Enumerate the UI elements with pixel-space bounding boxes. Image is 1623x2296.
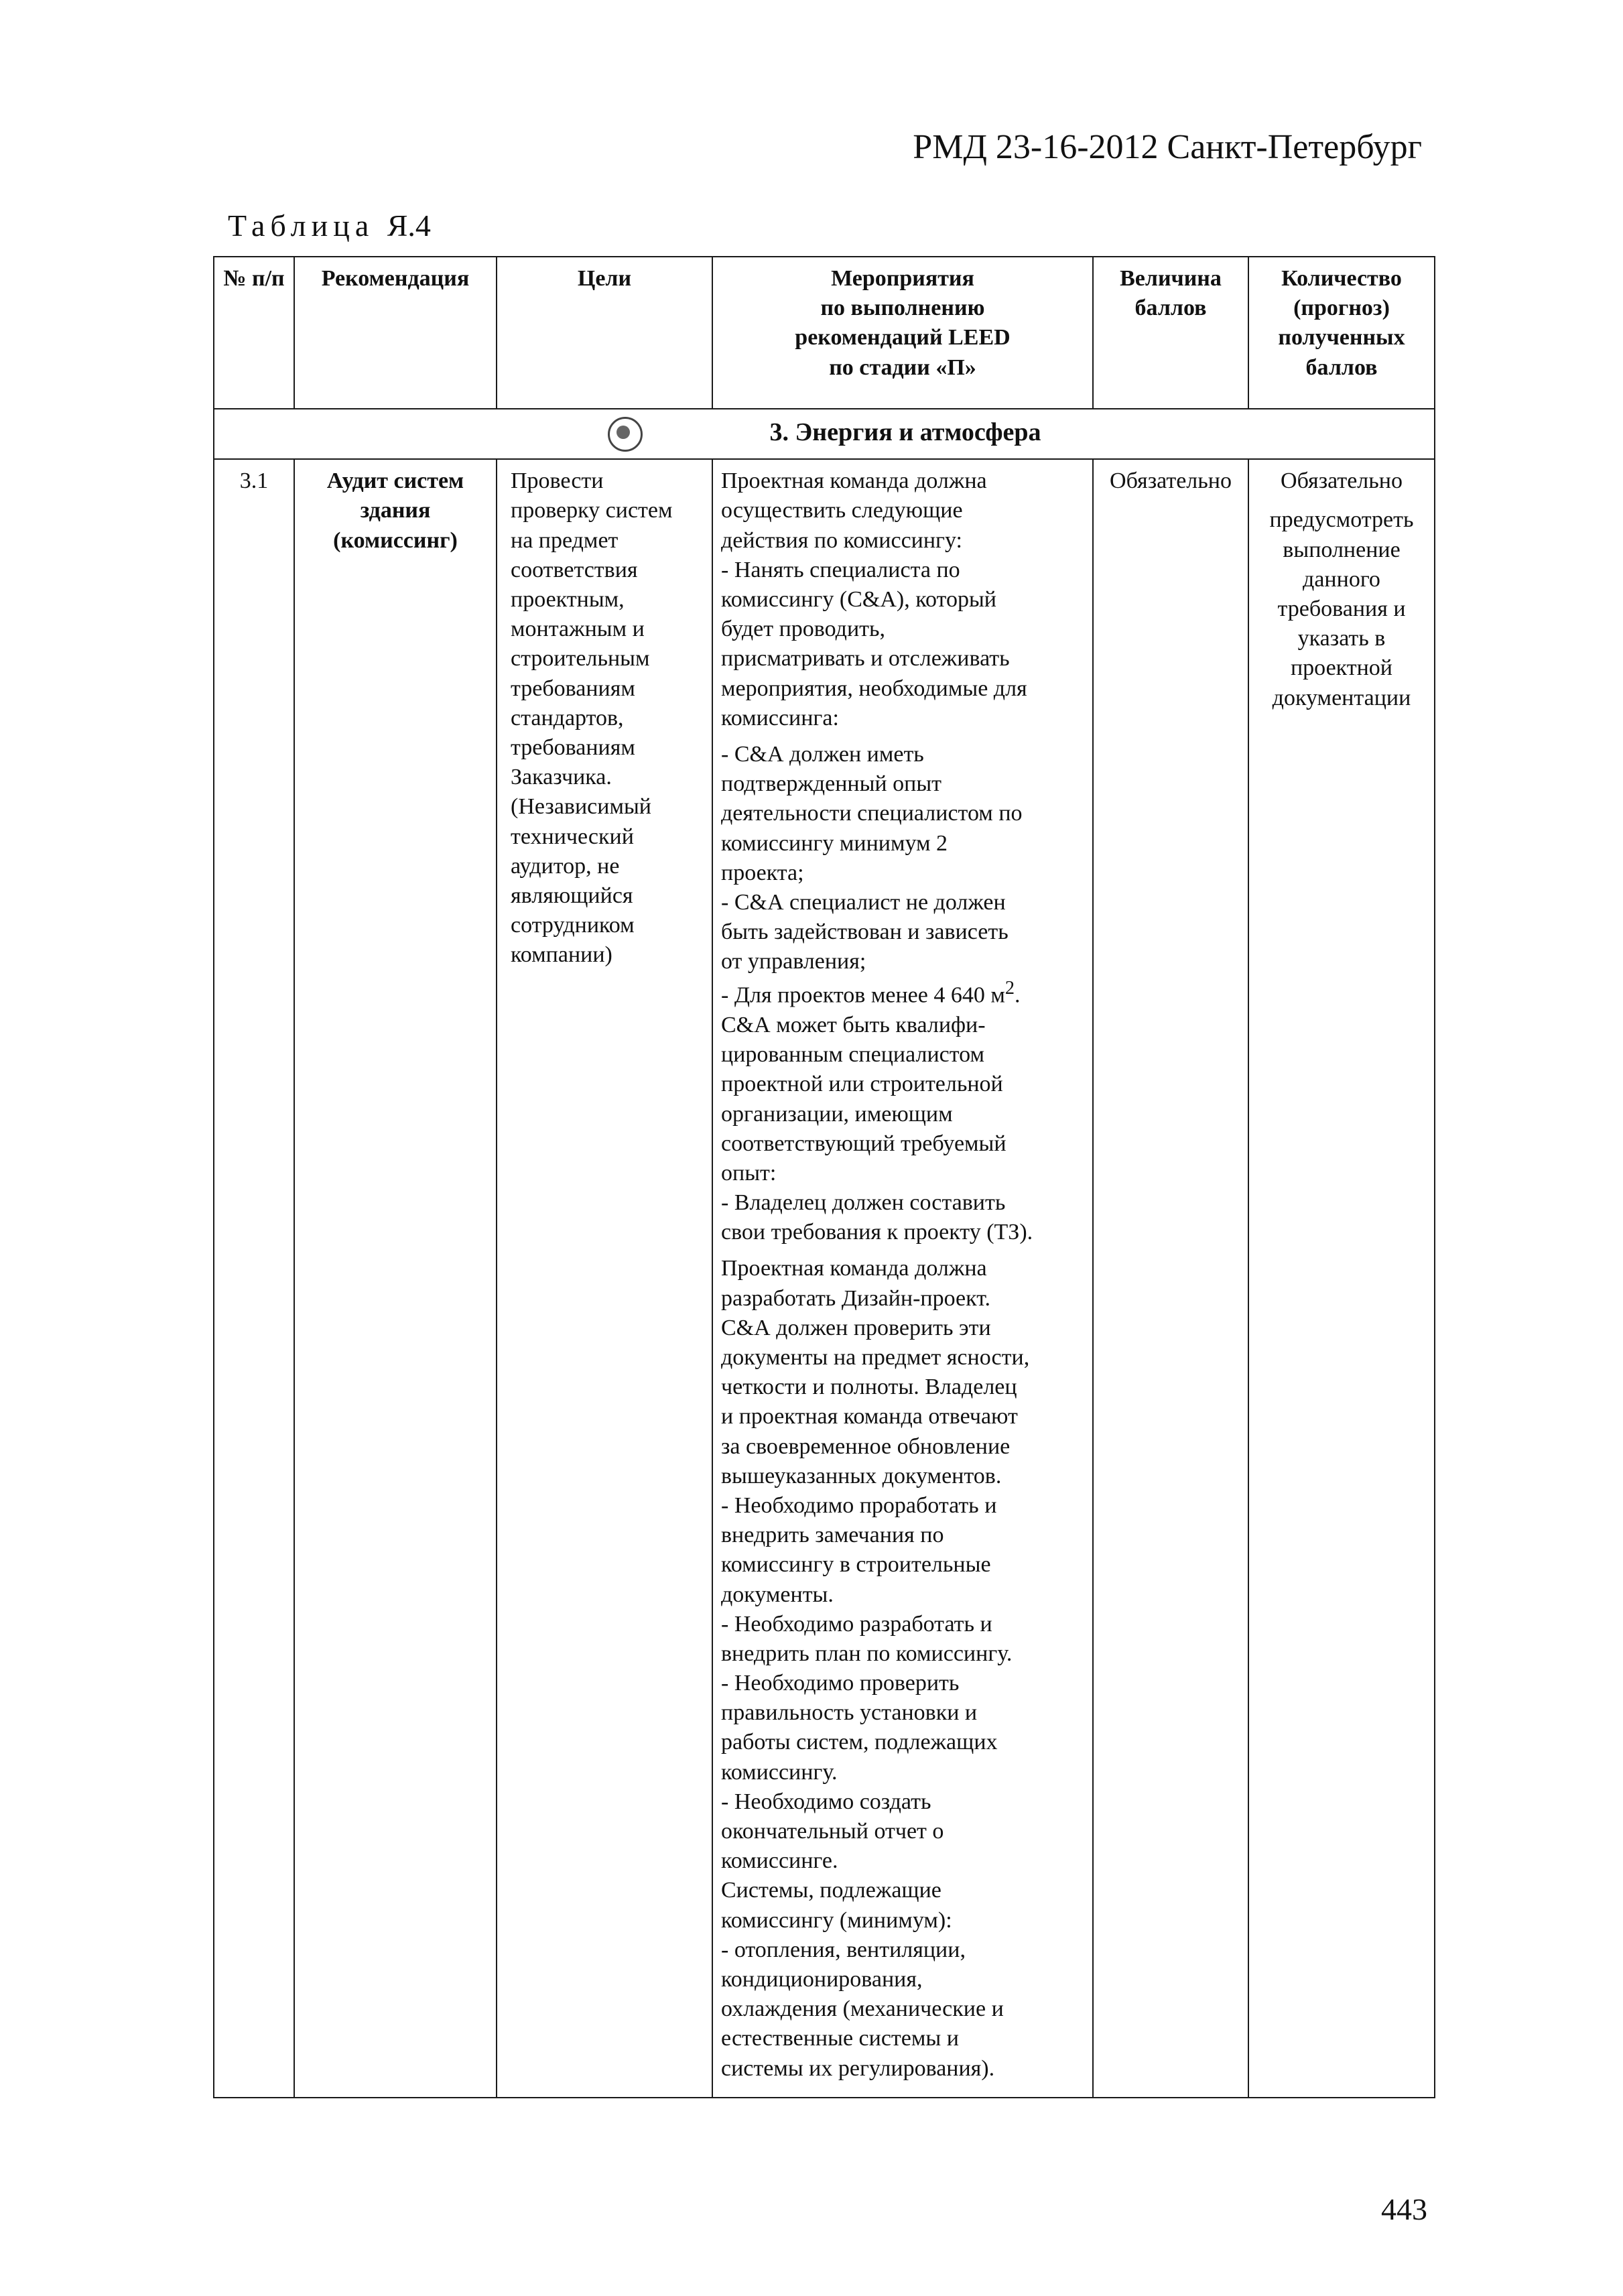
table-caption-number: Я.4: [387, 208, 431, 243]
count-label: Обязательно: [1281, 468, 1403, 494]
cell-actions: [712, 459, 1093, 2097]
cell-recommendation: Аудит систем здания (комиссинг): [294, 459, 497, 2097]
col-header-recommendation: Рекомендация: [294, 257, 497, 409]
actions-paragraph-1: Проектная команда должна осуществить следующие действия по комиссингу: - Нанять специалиста по комиссингу (С&А), который будет проводить, присматривать и отслеживать мероприятия, необходимые для комиссинга:: [721, 468, 1027, 730]
actions-paragraph-2-part-b: . С&А может быть квалифи- цированным специалистом проектной или строительной организации, имеющим соответствующий требуемый опыт: - Владелец должен составить свои требования к проекту (ТЗ).: [721, 982, 1033, 1245]
cell-value: Обязательно: [1093, 459, 1248, 2097]
section-title: 3. Энергия и атмосфера: [769, 418, 1041, 446]
table-header-row: [214, 257, 1435, 409]
actions-paragraph-3: Проектная команда должна разработать Дизайн-проект. С&А должен проверить эти документы на предмет ясности, четкости и полноты. Владелец и проектная команда отвечают за своевременное обновление вышеуказанных документов. - Необходимо проработать и внедрить замечания по комиссингу в строительные документы. - Необходимо разработать и внедрить план по комиссингу. - Необходимо проверить правильность установки и работы систем, подлежащих комиссингу. - Необходимо создать окончательный отчет о комиссинге. Системы, подлежащие комиссингу (минимум): - отопления, вентиляции, кондиционирования, охлаждения (механические и естественные системы и системы их регулирования).: [721, 1256, 1030, 2081]
section-cell: [214, 409, 1435, 459]
count-note: предусмотреть выполнение данного требования и указать в проектной документации: [1269, 507, 1414, 710]
col-header-goals: Цели: [497, 257, 712, 409]
table-caption: [228, 208, 431, 243]
col-header-value: Величина баллов: [1093, 257, 1248, 409]
section-row: [214, 409, 1435, 459]
page-number: 443: [1381, 2192, 1427, 2226]
recommendations-table: [213, 256, 1435, 2098]
table-caption-word: Таблица: [228, 208, 375, 243]
actions-paragraph-2-part-a: - С&А должен иметь подтвержденный опыт деятельности специалистом по комиссингу минимум 2 проекта; - С&А специалист не должен быть задействован и зависеть от управления; - Для проектов менее 4 640 м: [721, 741, 1023, 1008]
col-header-count: Количество (прогноз) полученных баллов: [1248, 257, 1435, 409]
actions-paragraph-2: [721, 740, 1084, 1248]
cell-goals: Провести проверку систем на предмет соответствия проектным, монтажным и строительным требованиям стандартов, требованиям Заказчика. (Независимый технический аудитор, не являющийся сотрудником компании): [497, 459, 712, 2097]
emblem-icon: [608, 417, 643, 452]
col-header-actions: Мероприятия по выполнению рекомендаций LEED по стадии «П»: [712, 257, 1093, 409]
document-reference: РМД 23-16-2012 Санкт-Петербург: [913, 128, 1422, 166]
cell-number: 3.1: [214, 459, 294, 2097]
area-unit-superscript: 2: [1004, 978, 1015, 999]
table-row: [214, 459, 1435, 2097]
col-header-number: № п/п: [214, 257, 294, 409]
cell-count: [1248, 459, 1435, 2097]
